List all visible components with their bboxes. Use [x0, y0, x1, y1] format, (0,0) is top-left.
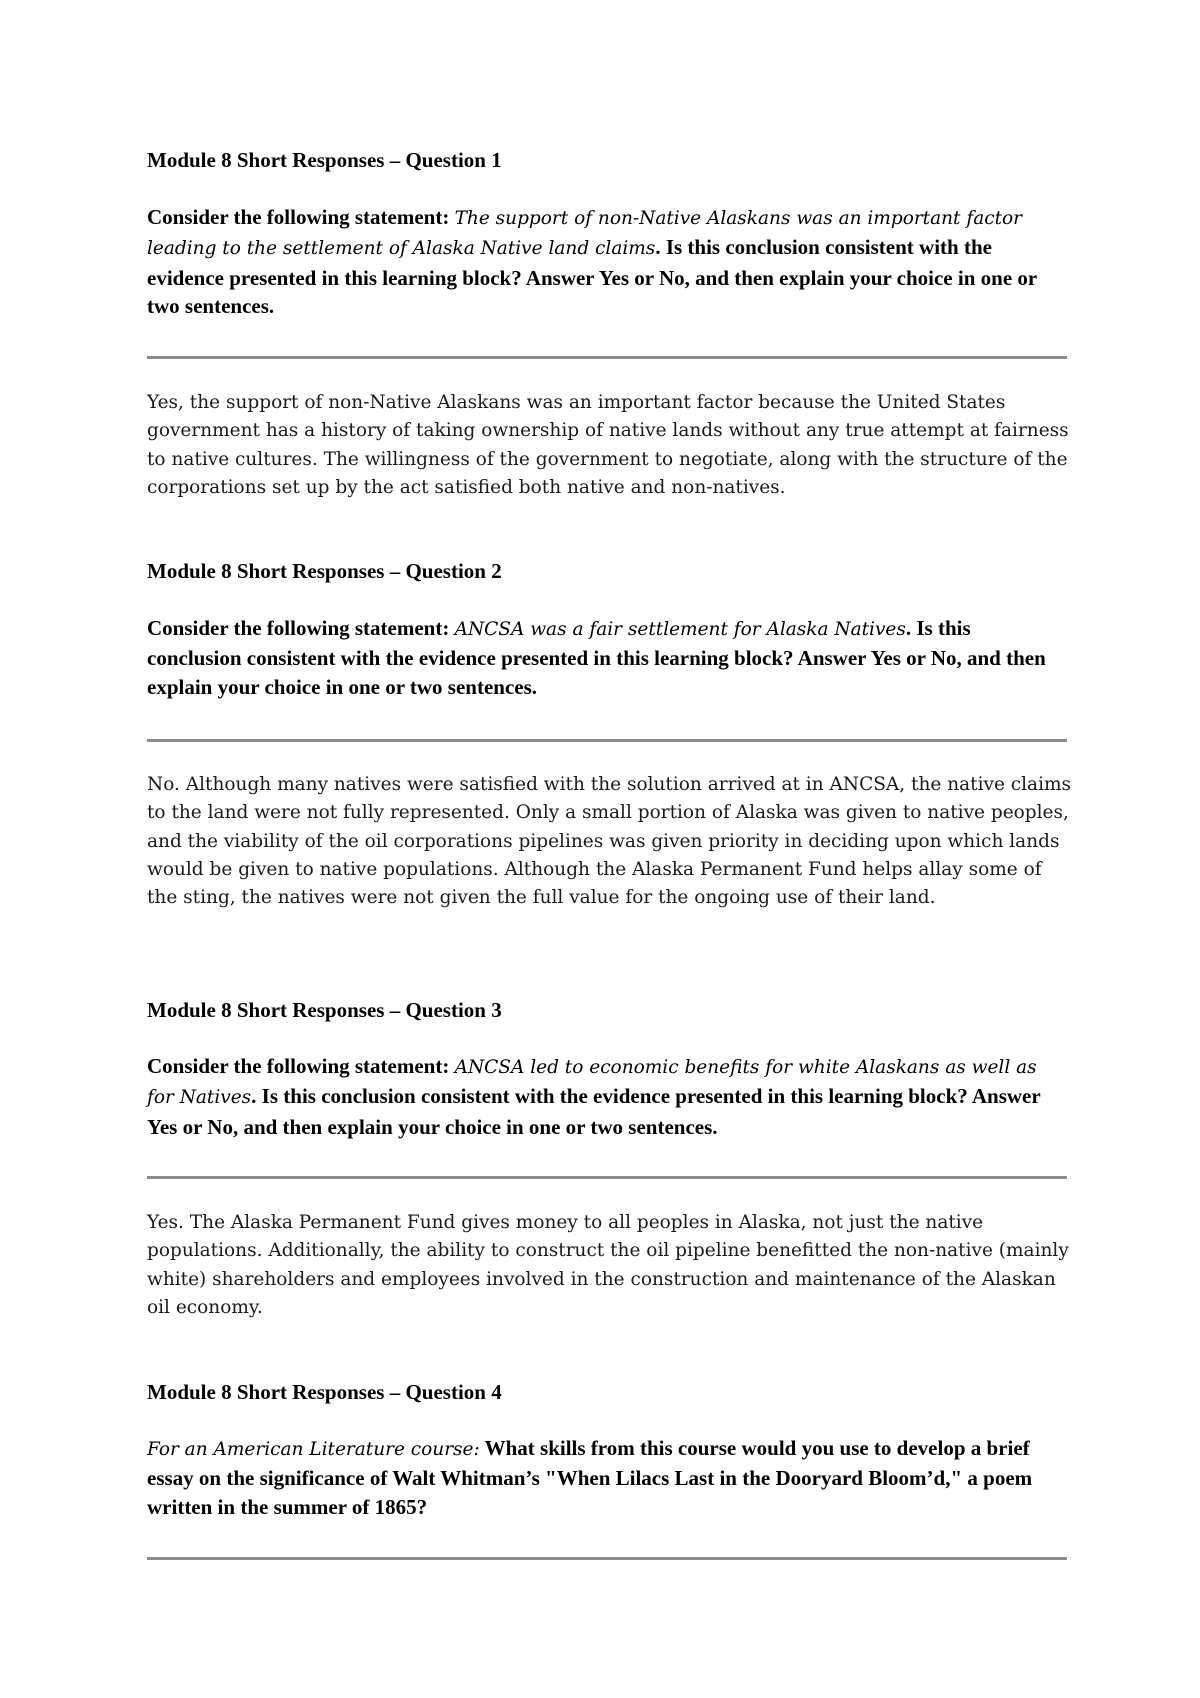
question-4-instruction: What skills from this course would you use to develop a brief essay on the significance of Walt Whitman’s "When Lilacs Last in the Dooryard Bloom’d," a poem written in the summer of 1865?: [147, 1436, 1033, 1519]
answer-divider-4: [147, 1557, 1067, 1560]
question-3-answer: Yes. The Alaska Permanent Fund gives money to all peoples in Alaska, not just the native populations. Additionally, the ability to construct the oil pipeline benefitted the non-native (mainly white) shareholders and employees involved in the construction and maintenance of the Alaskan oil economy.: [147, 1212, 1069, 1318]
question-3-statement: ANCSA led to economic benefits for white Alaskans as well as for Natives: [147, 1057, 1037, 1109]
question-1-prompt: [147, 203, 1067, 320]
question-4-prompt: [147, 1434, 1067, 1521]
question-2-title: Module 8 Short Responses – Question 2: [147, 559, 502, 583]
question-3-prompt: [147, 1052, 1067, 1141]
question-2-prompt: [147, 614, 1067, 701]
answer-divider-2: [147, 739, 1067, 742]
question-3-lead: Consider the following statement:: [147, 1054, 455, 1078]
answer-divider-3: [147, 1176, 1067, 1179]
question-1-lead: Consider the following statement:: [147, 205, 455, 229]
question-1-answer: Yes, the support of non-Native Alaskans was an important factor because the United States government has a history of taking ownership of native lands without any true attempt at fairness to native cultures. The willingness of the government to negotiate, along with the structure of the corporations set up by the act satisfied both native and non-natives.: [147, 392, 1069, 498]
question-1-statement: The support of non-Native Alaskans was an important factor leading to the settlement of Alaska Native land claims: [147, 208, 1023, 260]
question-1-title: Module 8 Short Responses – Question 1: [147, 148, 502, 172]
question-4-lead: For an American Literature course:: [147, 1439, 480, 1460]
question-2-answer: No. Although many natives were satisfied with the solution arrived at in ANCSA, the native claims to the land were not fully represented. Only a small portion of Alaska was given to native peoples, and the viability of the oil corporations pipelines was given priority in deciding upon which lands would be given to native populations. Although the Alaska Permanent Fund helps allay some of the sting, the natives were not given the full value for the ongoing use of their land.: [147, 774, 1072, 909]
question-2-instruction: . Is this conclusion consistent with the evidence presented in this learning block? Answer Yes or No, and then explain your choice in one or two sentences.: [147, 616, 1046, 699]
question-3-title: Module 8 Short Responses – Question 3: [147, 998, 502, 1022]
question-2-lead: Consider the following statement:: [147, 616, 455, 640]
question-3-instruction: . Is this conclusion consistent with the evidence presented in this learning block? Answer Yes or No, and then explain your choice in one or two sentences.: [147, 1084, 1041, 1139]
answer-divider-1: [147, 356, 1067, 359]
question-4-title: Module 8 Short Responses – Question 4: [147, 1380, 502, 1404]
question-1-instruction: . Is this conclusion consistent with the evidence presented in this learning block? Answer Yes or No, and then explain your choice in one or two sentences.: [147, 235, 1037, 318]
question-2-statement: ANCSA was a fair settlement for Alaska Natives: [454, 619, 906, 640]
